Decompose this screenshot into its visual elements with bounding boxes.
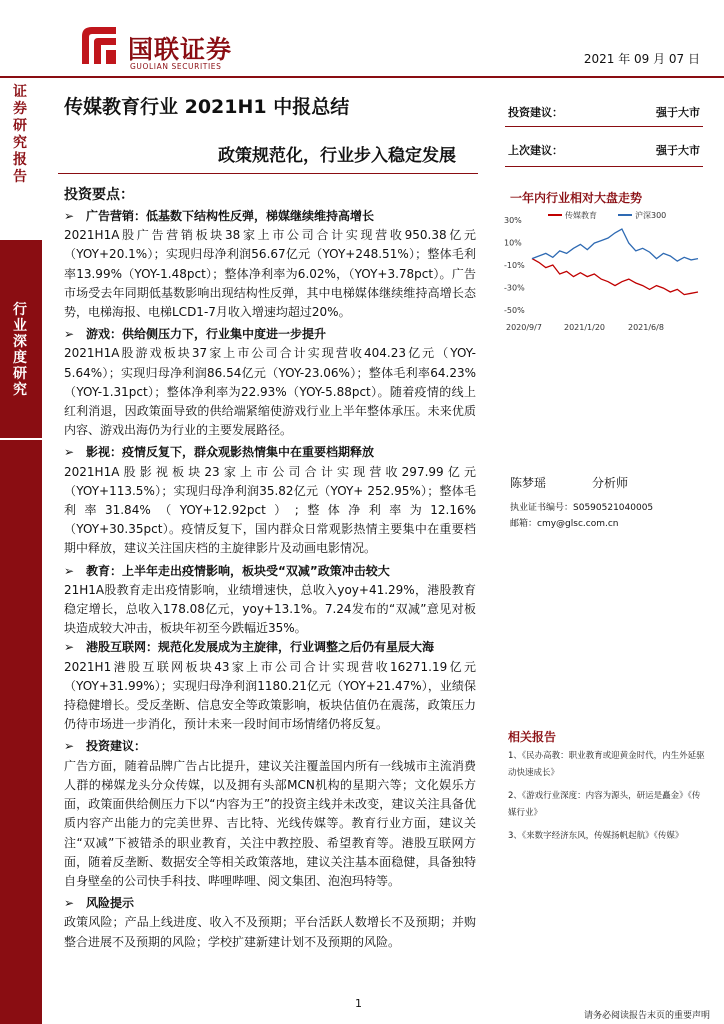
investment-points bbox=[64, 207, 476, 952]
related-reports-title: 相关报告 bbox=[508, 730, 557, 744]
arrow-icon: ➢ bbox=[64, 896, 75, 911]
section-body-edu: 21H1A股教育走出疫情影响，业绩增速快，总收入yoy+41.29%，港股教育稳定增长，总收入178.08亿元，yoy+13.1%。7.24发布的“双减”意见对板块造成较大冲击，板块年初至今跌幅近35%。 bbox=[64, 582, 476, 636]
section-body-advice: 广告方面，随着品牌广告占比提升，建议关注覆盖国内所有一线城市主流消费人群的梯媒龙头分众传媒，以及拥有头部MCN机构的星期六等；文化娱乐方面，政策面供给侧压力下以“内容为王”的投资主线并未改变，建议关注具备优质内容产出能力的完美世界、吉比特、光线传媒等。教育行业方面，建议关注“双减”下被错杀的职业教育，关注中教控股、希望教育等。港股互联网方面，随着反垄断、数据安全等相关政策落地，建议关注基本面稳健，具备独特自身壁垒的公司快手科技、哔哩哔哩、阅文集团、泡泡玛特等。 bbox=[64, 758, 476, 888]
x-tick-label: 2021/6/8 bbox=[628, 323, 664, 332]
sidebar-category bbox=[0, 240, 42, 438]
arrow-icon: ➢ bbox=[64, 640, 75, 655]
related-report-item[interactable]: 1、《民办高教：职业教育或迎黄金时代，内生外延驱动快速成长》 bbox=[508, 751, 705, 778]
relative-performance-chart bbox=[500, 206, 705, 336]
section-heading-risk: ➢ 风险提示 bbox=[64, 894, 476, 913]
section-heading-hk: ➢ 港股互联网：规范化发展成为主旋律，行业调整之后仍有星辰大海 bbox=[64, 638, 476, 657]
section-heading-advice: ➢ 投资建议： bbox=[64, 737, 476, 756]
rating-value: 强于大市 bbox=[656, 106, 700, 119]
section-body-hk: 2021H1港股互联网板块43家上市公司合计实现营收16271.19亿元（YOY+31.99%）；实现归母净利润1180.21亿元（YOY+21.47%），业绩保持稳健增长。受反垄断、信息安全等政策影响，板块估值仍在震荡，政策压力仍待市场进一步消化，预计未来一段时间市场情绪仍将反复。 bbox=[64, 659, 476, 732]
section-body-risk: 政策风险；产品上线进度、收入不及预期；平台活跃人数增长不及预期；并购整合进展不及预期的风险；学校扩建新建计划不及预期的风险。 bbox=[64, 915, 476, 949]
sidebar-report-type bbox=[0, 78, 42, 236]
title-divider bbox=[58, 173, 478, 174]
legend-label: 沪深300 bbox=[635, 211, 667, 220]
analyst-name: 陈梦瑶 bbox=[510, 476, 547, 490]
section-heading-ad: ➢ 广告营销：低基数下结构性反弹，梯媒继续维持高增长 bbox=[64, 207, 476, 226]
x-tick-label: 2021/1/20 bbox=[564, 323, 606, 332]
rating-divider bbox=[505, 126, 703, 127]
section-heading-game: ➢ 游戏：供给侧压力下，行业集中度进一步提升 bbox=[64, 325, 476, 344]
report-date: 2021 年 09 月 07 日 bbox=[583, 52, 700, 66]
y-tick-label: -10% bbox=[504, 261, 525, 270]
x-tick-label: 2020/9/7 bbox=[506, 323, 542, 332]
arrow-icon: ➢ bbox=[64, 739, 75, 754]
arrow-icon: ➢ bbox=[64, 327, 75, 342]
footer-disclaimer: 请务必阅读报告末页的重要声明 bbox=[583, 1011, 710, 1021]
page-number: 1 bbox=[355, 997, 362, 1010]
y-tick-label: -30% bbox=[504, 283, 525, 293]
related-report-item[interactable]: 2、《游戏行业深度：内容为源头，研运是矗金》《传媒行业》 bbox=[508, 791, 701, 818]
related-report-item[interactable]: 3、《来数字经济东风，传媒扬帆起航》《传媒》 bbox=[508, 831, 684, 841]
legend-label: 传媒教育 bbox=[565, 211, 597, 220]
series-line bbox=[532, 229, 698, 261]
y-tick-label: 30% bbox=[504, 216, 522, 225]
section-body-ad: 2021H1A股广告营销板块38家上市公司合计实现营收950.38亿元（YOY+20.1%）；实现归母净利润56.67亿元（YOY+248.51%）；整体毛利率13.99%（YOY-1.48pct）；整体净利率为6.02%，（YOY+3.78pct）。广告市场受去年同期低基数影响出现结构性反弹，其中电梯媒体继续维持高增长态势，电梯海报、电梯LCD1-7月收入增速均超过20%。 bbox=[64, 228, 476, 320]
y-tick-label: -50% bbox=[504, 306, 525, 315]
logo-english: GUOLIAN SECURITIES bbox=[130, 62, 222, 71]
section-body-film: 2021H1A股影视板块23家上市公司合计实现营收297.99亿元（YOY+113.5%）；实现归母净利润35.82亿元（YOY+ 252.95%）；整体毛利率31.84%（YOY+12.92pct）;整体净利率为12.16%（YOY+30.35pct）。疫情反复下，国内群众日常观影热情主要集中在重要档期中释放，建议关注国庆档的主旋律影片及动画电影情况。 bbox=[64, 464, 476, 556]
y-tick-label: 10% bbox=[504, 238, 522, 248]
analyst-cert: 执业证书编号：S0590521040005 bbox=[510, 503, 654, 513]
related-reports-list bbox=[508, 748, 706, 845]
section-body-game: 2021H1A股游戏板块37家上市公司合计实现营收404.23亿元（YOY-5.64%）；实现归母净利润86.54亿元（YOY-23.06%）；整体毛利率64.23%（YOY-1.31pct）；整体净利率为22.93%（YOY-5.88pct）。随着疫情的线上红利消退，因政策面导致的供给端紧缩使游戏行业上半年整体承压。未来优质内容、游戏出海仍为行业的主要发展路径。 bbox=[64, 346, 476, 438]
analyst-email: 邮箱：cmy@glsc.com.cn bbox=[510, 519, 619, 529]
sidebar-top-label: 证券研究报告 bbox=[13, 84, 27, 185]
arrow-icon: ➢ bbox=[64, 563, 75, 578]
page-title: 传媒教育行业 2021H1 中报总结 bbox=[64, 96, 350, 118]
prev-rating-label: 上次建议： bbox=[508, 144, 563, 157]
arrow-icon: ➢ bbox=[64, 209, 75, 223]
arrow-icon: ➢ bbox=[64, 445, 75, 460]
section-heading-film: ➢ 影视：疫情反复下，群众观影热情集中在重要档期释放 bbox=[64, 443, 476, 462]
section-heading: 投资要点： bbox=[64, 187, 134, 203]
analyst-role: 分析师 bbox=[592, 476, 629, 490]
header-divider bbox=[0, 76, 724, 78]
rating-label: 投资建议： bbox=[508, 106, 563, 119]
page-subtitle: 政策规范化，行业步入稳定发展 bbox=[218, 146, 456, 166]
logo-name: 国联证券 bbox=[128, 35, 233, 64]
prev-rating-value: 强于大市 bbox=[656, 144, 700, 157]
sidebar-bar bbox=[0, 440, 42, 1024]
chart-title: 一年内行业相对大盘走势 bbox=[510, 191, 643, 205]
sidebar-mid-label: 行业深度研究 bbox=[13, 302, 27, 398]
prev-rating-divider bbox=[505, 166, 703, 167]
section-heading-edu: ➢ 教育：上半年走出疫情影响，板块受“双减”政策冲击较大 bbox=[64, 562, 476, 581]
series-line bbox=[532, 259, 698, 295]
